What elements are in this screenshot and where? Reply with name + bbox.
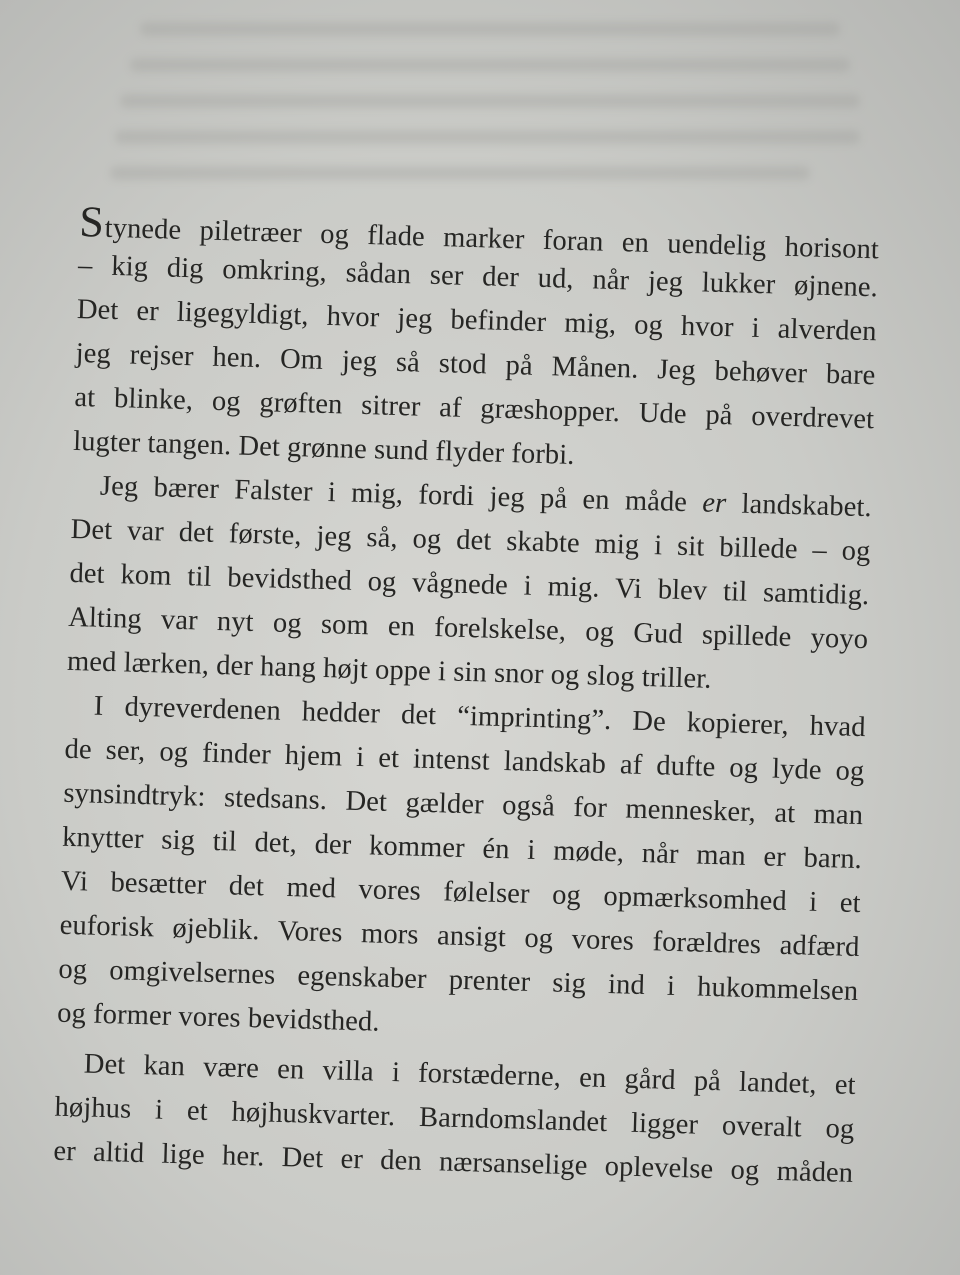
text-line: Alting var nyt og som en forelskelse, og Gud spillede yoyo — [67, 601, 869, 656]
drop-cap: S — [78, 197, 106, 247]
text-line: jeg rejser hen. Om jeg så stod på Månen. Jeg behøver bare — [75, 337, 876, 392]
text-line: knytter sig til det, der kommer én i møde, når man er barn. — [61, 821, 863, 876]
text-line: lugter tangen. Det grønne sund flyder forbi. — [72, 425, 575, 471]
text-line: højhus i et højhuskvarter. Barndomslandet ligger overalt og — [54, 1091, 855, 1145]
italic-word: er — [701, 487, 727, 520]
text-line: de ser, og finder hjem i et intenst landskab af dufte og lyde og — [64, 733, 865, 788]
text-line: at blinke, og grøften sitrer af græshopper. Ude på overdrevet — [74, 381, 875, 436]
body-text — [52, 197, 880, 1196]
text-line: I dyreverdenen hedder det “imprinting”. De kopierer, hvad — [93, 690, 867, 744]
show-through-text — [110, 0, 910, 200]
text-line: – kig dig omkring, sådan ser der ud, når jeg lukker øjnene. — [77, 249, 879, 304]
line-text: Jeg bærer Falster i mig, fordi jeg på en måde — [99, 470, 703, 519]
text-line: euforisk øjeblik. Vores mors ansigt og vores forældres adfærd — [59, 909, 860, 964]
text-line: og former vores bevidsthed. — [56, 997, 381, 1038]
text-line: synsindtryk: stedsans. Det gælder også for mennesker, at man — [62, 777, 864, 832]
text-line: Det kan være en villa i forstæderne, en gård på landet, et — [83, 1048, 857, 1101]
text-line: er altid lige her. Det er den nærsanselige oplevelse og måden — [52, 1135, 854, 1189]
line-text: landskabet. — [725, 488, 873, 524]
text-line: Det er ligegyldigt, hvor jeg befinder mig, og hvor i alverden — [76, 293, 878, 348]
line-text: tynede piletræer og flade marker foran en uendelig horisont — [104, 212, 880, 266]
text-line: Vi besætter det med vores følelser og opmærksomhed i et — [60, 865, 862, 920]
text-line: det kom til bevidsthed og vågnede i mig. Vi blev til samtidig. — [69, 557, 870, 612]
text-line: Det var det første, jeg så, og det skabte mig i sit billede – og — [70, 513, 871, 568]
text-line: med lærken, der hang højt oppe i sin snor og slog triller. — [66, 645, 712, 695]
text-line: og omgivelsernes egenskaber prenter sig ind i hukommelsen — [58, 953, 859, 1008]
